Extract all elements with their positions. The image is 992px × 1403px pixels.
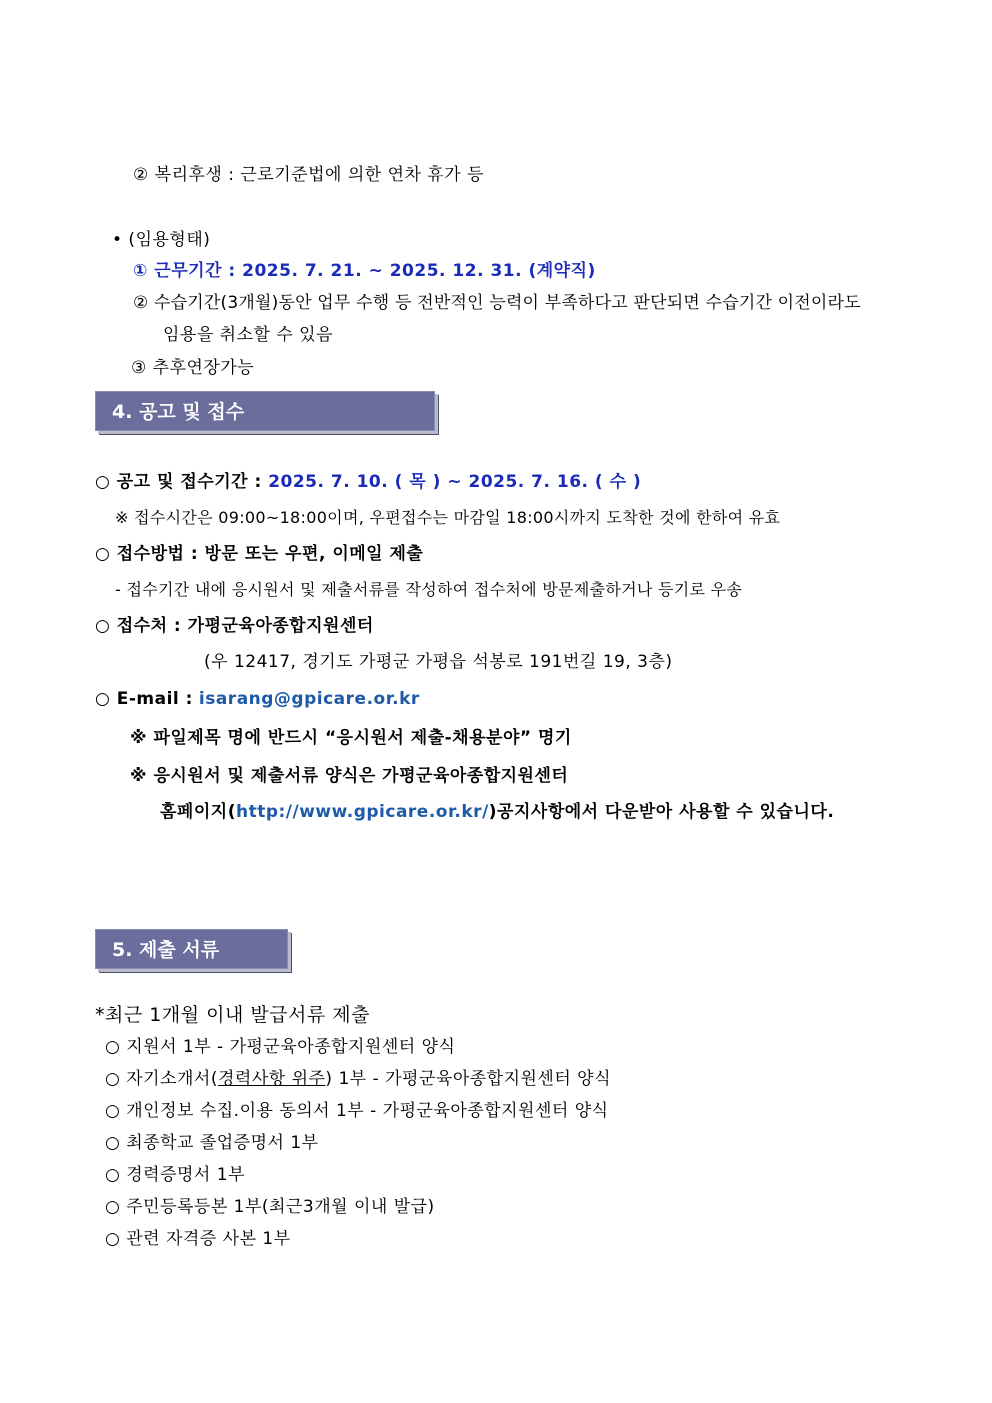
method-note: - 접수기간 내에 응시원서 및 제출서류를 작성하여 접수처에 방문제출하거나 등기로 우송 bbox=[115, 580, 743, 599]
welfare-num: ② bbox=[133, 165, 149, 185]
doc-item-3: ○ 개인정보 수집.이용 동의서 1부 - 가평군육아종합지원센터 양식 bbox=[105, 1101, 609, 1121]
employment-heading: • (임용형태) bbox=[112, 230, 211, 250]
doc-item-7: ○ 관련 자격증 사본 1부 bbox=[105, 1229, 291, 1249]
method-line: ○ 접수방법 : 방문 또는 우편, 이메일 제출 bbox=[95, 544, 424, 564]
address-line: (우 12417, 경기도 가평군 가평읍 석봉로 191번길 19, 3층) bbox=[204, 652, 673, 672]
email-label: ○ E-mail : bbox=[95, 689, 193, 709]
doc-item-2 bbox=[105, 1068, 611, 1090]
section-4-header: 4. 공고 및 접수 bbox=[95, 391, 435, 431]
period-line bbox=[95, 471, 641, 493]
doc-item-5: ○ 경력증명서 1부 bbox=[105, 1165, 245, 1185]
welfare-line bbox=[133, 164, 484, 186]
section-5-header: 5. 제출 서류 bbox=[95, 929, 288, 969]
doc-item-2-rest: ) 1부 - 가평군육아종합지원센터 양식 bbox=[325, 1069, 612, 1089]
doc-item-2-underlined: 경력사항 위주 bbox=[217, 1069, 326, 1089]
doc-item-2-pre: ○ 자기소개서( bbox=[105, 1069, 218, 1089]
employment-item-3: ③ 추후연장가능 bbox=[131, 358, 255, 378]
employment-item-1: ① 근무기간 : 2025. 7. 21. ~ 2025. 12. 31. (계약직) bbox=[133, 261, 596, 281]
place-line: ○ 접수처 : 가평군육아종합지원센터 bbox=[95, 616, 374, 636]
email-line bbox=[95, 688, 420, 710]
docs-intro: *최근 1개월 이내 발급서류 제출 bbox=[95, 1004, 370, 1026]
email-link[interactable]: isarang@gpicare.or.kr bbox=[198, 689, 420, 709]
period-label: ○ 공고 및 접수기간 : bbox=[95, 472, 262, 492]
doc-item-1: ○ 지원서 1부 - 가평군육아종합지원센터 양식 bbox=[105, 1037, 456, 1057]
note-2: ※ 응시원서 및 제출서류 양식은 가평군육아종합지원센터 bbox=[130, 766, 569, 786]
employment-item-2-line-2: 임용을 취소할 수 있음 bbox=[163, 325, 334, 345]
note-3-pre: 홈페이지( bbox=[160, 802, 236, 822]
employment-item-2-line-1: ② 수습기간(3개월)동안 업무 수행 등 전반적인 능력이 부족하다고 판단되면 수습기간 이전이라도 bbox=[133, 293, 861, 313]
period-note: ※ 접수시간은 09:00~18:00이며, 우편접수는 마감일 18:00시까지 도착한 것에 한하여 유효 bbox=[115, 508, 781, 527]
note-3 bbox=[160, 801, 834, 823]
note-3-post: )공지사항에서 다운받아 사용할 수 있습니다. bbox=[488, 802, 835, 822]
welfare-text: 복리후생 : 근로기준법에 의한 연차 휴가 등 bbox=[154, 165, 484, 185]
doc-item-6: ○ 주민등록등본 1부(최근3개월 이내 발급) bbox=[105, 1197, 435, 1217]
note-1: ※ 파일제목 명에 반드시 “응시원서 제출-채용분야” 명기 bbox=[130, 728, 572, 748]
doc-item-4: ○ 최종학교 졸업증명서 1부 bbox=[105, 1133, 319, 1153]
period-value: 2025. 7. 10. ( 목 ) ~ 2025. 7. 16. ( 수 ) bbox=[268, 472, 642, 492]
homepage-link[interactable]: http://www.gpicare.or.kr/ bbox=[235, 802, 489, 822]
